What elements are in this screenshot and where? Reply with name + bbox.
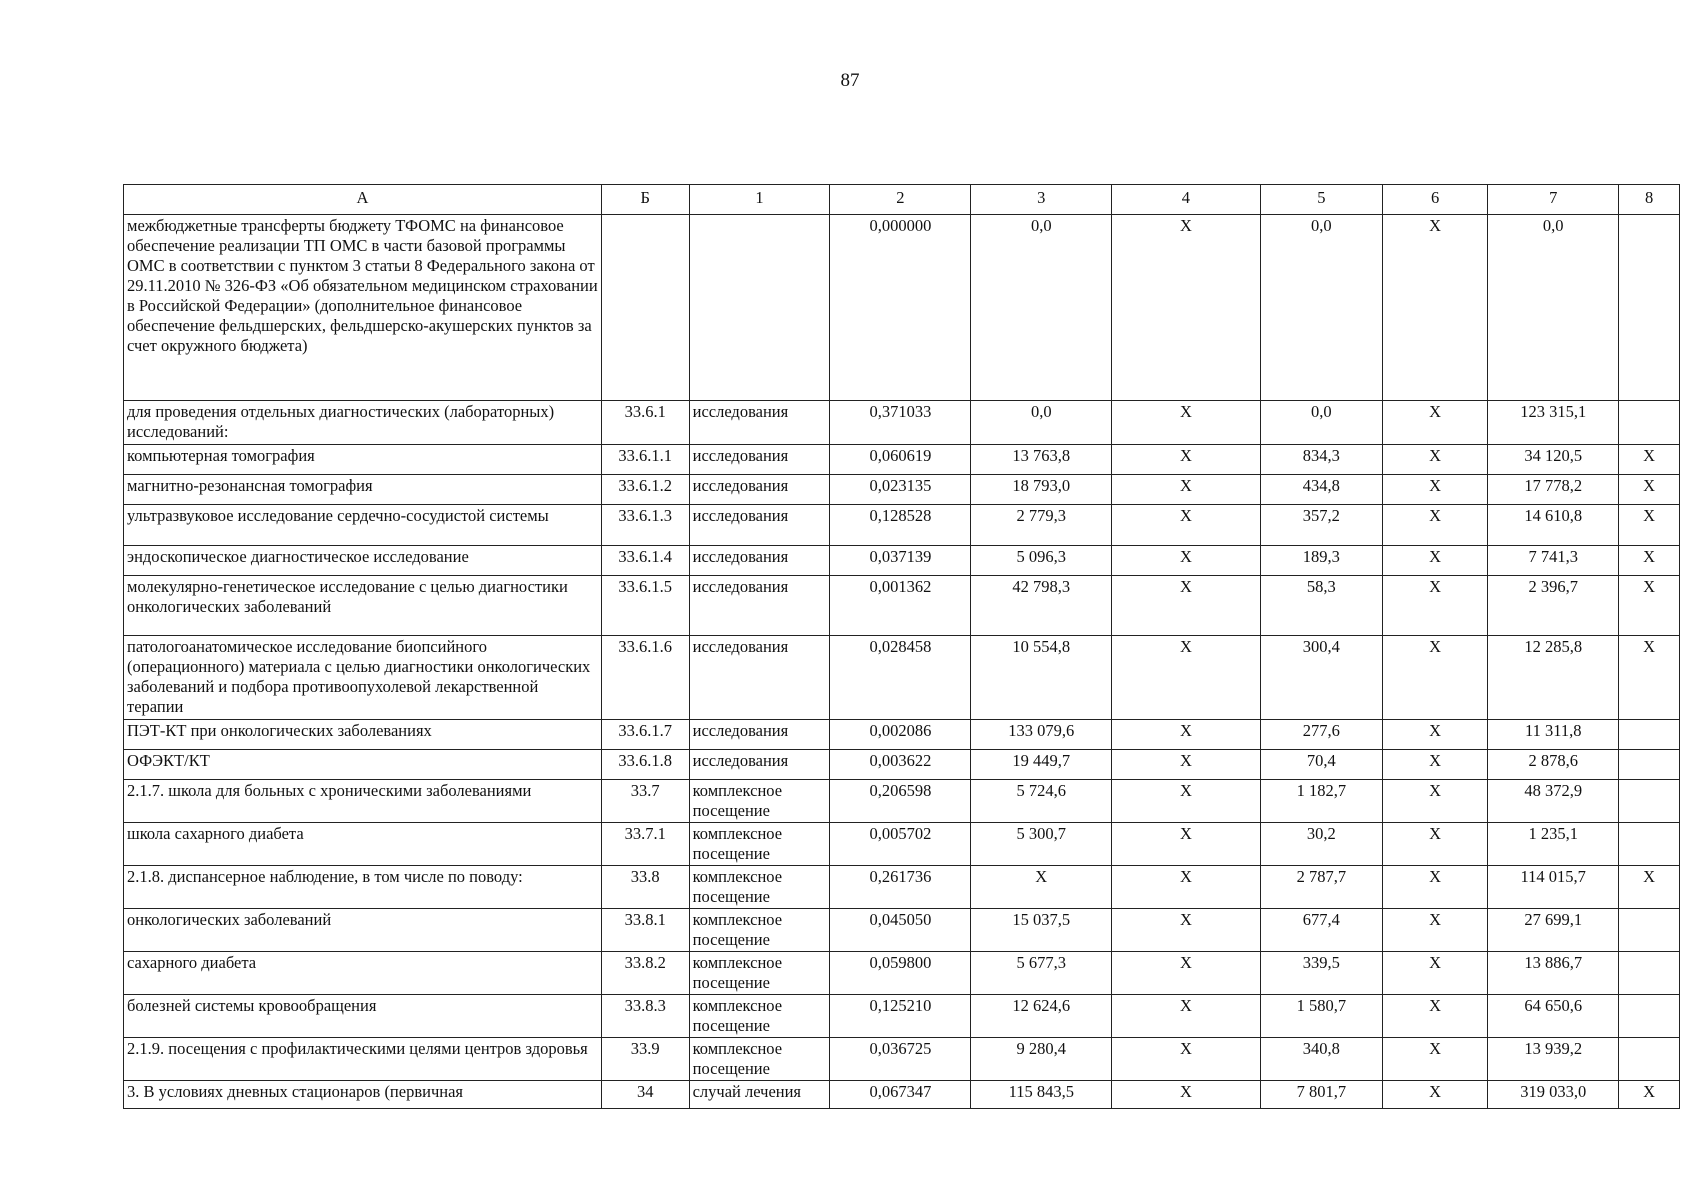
col-2-value: 0,125210 xyxy=(830,995,971,1038)
row-unit: комплексное посещение xyxy=(689,1038,830,1081)
col-2-value: 0,067347 xyxy=(830,1081,971,1109)
col-7-value: 2 396,7 xyxy=(1488,576,1619,636)
row-name: эндоскопическое диагностическое исследование xyxy=(124,546,602,576)
table-row xyxy=(124,823,1680,866)
col-4-value: X xyxy=(1112,909,1260,952)
col-4-value: X xyxy=(1112,780,1260,823)
col-5-value: 0,0 xyxy=(1260,401,1382,445)
row-name: компьютерная томография xyxy=(124,445,602,475)
col-8-value xyxy=(1619,909,1680,952)
col-2-value: 0,005702 xyxy=(830,823,971,866)
table-row xyxy=(124,1081,1680,1109)
page-number: 87 xyxy=(840,70,860,91)
row-name: молекулярно-генетическое исследование с целью диагностики онкологических заболеваний xyxy=(124,576,602,636)
col-5-value: 1 580,7 xyxy=(1260,995,1382,1038)
col-2-value: 0,001362 xyxy=(830,576,971,636)
table-row xyxy=(124,780,1680,823)
table-row xyxy=(124,1038,1680,1081)
col-3-value: X xyxy=(971,866,1112,909)
row-name: болезней системы кровообращения xyxy=(124,995,602,1038)
row-name: 2.1.8. диспансерное наблюдение, в том числе по поводу: xyxy=(124,866,602,909)
table-header xyxy=(124,185,1680,215)
col-5-value: 357,2 xyxy=(1260,505,1382,546)
col-5-value: 189,3 xyxy=(1260,546,1382,576)
col-8-value: X xyxy=(1619,636,1680,720)
col-4-value: X xyxy=(1112,750,1260,780)
row-name: школа сахарного диабета xyxy=(124,823,602,866)
table-row xyxy=(124,215,1680,401)
col-4-value: X xyxy=(1112,215,1260,401)
row-unit: комплексное посещение xyxy=(689,995,830,1038)
col-2-value: 0,371033 xyxy=(830,401,971,445)
row-name: 3. В условиях дневных стационаров (первичная xyxy=(124,1081,602,1109)
row-code: 33.6.1.2 xyxy=(601,475,689,505)
col-4-value: X xyxy=(1112,995,1260,1038)
col-3-value: 18 793,0 xyxy=(971,475,1112,505)
row-name: межбюджетные трансферты бюджету ТФОМС на финансовое обеспечение реализации ТП ОМС в части базовой программы ОМС в соответствии с пунктом 3 статьи 8 Федерального закона от 29.11.2010 № 326-ФЗ «Об обязательном медицинском страховании в Российской Федерации» (дополнительное финансовое обеспечение фельдшерских, фельдшерско-акушерских пунктов за счет окружного бюджета) xyxy=(124,215,602,401)
col-3-value: 42 798,3 xyxy=(971,576,1112,636)
col-5-value: 277,6 xyxy=(1260,720,1382,750)
column-header-a: А xyxy=(124,185,602,215)
col-8-value xyxy=(1619,823,1680,866)
col-3-value: 115 843,5 xyxy=(971,1081,1112,1109)
col-6-value: X xyxy=(1383,823,1488,866)
table-row xyxy=(124,401,1680,445)
col-2-value: 0,059800 xyxy=(830,952,971,995)
col-2-value: 0,261736 xyxy=(830,866,971,909)
col-8-value: X xyxy=(1619,505,1680,546)
col-5-value: 58,3 xyxy=(1260,576,1382,636)
row-code: 34 xyxy=(601,1081,689,1109)
row-unit: исследования xyxy=(689,576,830,636)
row-code: 33.6.1.3 xyxy=(601,505,689,546)
table-row xyxy=(124,505,1680,546)
col-4-value: X xyxy=(1112,445,1260,475)
col-3-value: 5 300,7 xyxy=(971,823,1112,866)
col-5-value: 434,8 xyxy=(1260,475,1382,505)
row-name: онкологических заболеваний xyxy=(124,909,602,952)
col-2-value: 0,023135 xyxy=(830,475,971,505)
col-2-value: 0,028458 xyxy=(830,636,971,720)
col-6-value: X xyxy=(1383,995,1488,1038)
col-6-value: X xyxy=(1383,952,1488,995)
col-7-value: 13 886,7 xyxy=(1488,952,1619,995)
row-name: магнитно-резонансная томография xyxy=(124,475,602,505)
col-7-value: 12 285,8 xyxy=(1488,636,1619,720)
col-8-value: X xyxy=(1619,576,1680,636)
col-6-value: X xyxy=(1383,1038,1488,1081)
col-7-value: 64 650,6 xyxy=(1488,995,1619,1038)
row-name: ОФЭКТ/КТ xyxy=(124,750,602,780)
col-2-value: 0,206598 xyxy=(830,780,971,823)
row-code: 33.9 xyxy=(601,1038,689,1081)
col-5-value: 1 182,7 xyxy=(1260,780,1382,823)
col-3-value: 2 779,3 xyxy=(971,505,1112,546)
col-4-value: X xyxy=(1112,1038,1260,1081)
col-6-value: X xyxy=(1383,750,1488,780)
row-code: 33.7 xyxy=(601,780,689,823)
row-code: 33.8.3 xyxy=(601,995,689,1038)
col-5-value: 7 801,7 xyxy=(1260,1081,1382,1109)
table-row xyxy=(124,720,1680,750)
col-7-value: 1 235,1 xyxy=(1488,823,1619,866)
col-8-value xyxy=(1619,952,1680,995)
col-4-value: X xyxy=(1112,952,1260,995)
row-unit: комплексное посещение xyxy=(689,952,830,995)
row-unit: комплексное посещение xyxy=(689,823,830,866)
row-code xyxy=(601,215,689,401)
col-3-value: 0,0 xyxy=(971,215,1112,401)
col-6-value: X xyxy=(1383,720,1488,750)
col-7-value: 123 315,1 xyxy=(1488,401,1619,445)
col-6-value: X xyxy=(1383,1081,1488,1109)
column-header-8: 8 xyxy=(1619,185,1680,215)
table-row xyxy=(124,952,1680,995)
col-5-value: 677,4 xyxy=(1260,909,1382,952)
col-8-value xyxy=(1619,1038,1680,1081)
row-unit: исследования xyxy=(689,636,830,720)
col-3-value: 133 079,6 xyxy=(971,720,1112,750)
row-name: 2.1.7. школа для больных с хроническими заболеваниями xyxy=(124,780,602,823)
col-8-value: X xyxy=(1619,475,1680,505)
col-3-value: 9 280,4 xyxy=(971,1038,1112,1081)
col-3-value: 5 724,6 xyxy=(971,780,1112,823)
row-name: ПЭТ-КТ при онкологических заболеваниях xyxy=(124,720,602,750)
col-7-value: 2 878,6 xyxy=(1488,750,1619,780)
column-header-2: 2 xyxy=(830,185,971,215)
col-7-value: 7 741,3 xyxy=(1488,546,1619,576)
column-header-7: 7 xyxy=(1488,185,1619,215)
table-row xyxy=(124,909,1680,952)
col-3-value: 13 763,8 xyxy=(971,445,1112,475)
col-2-value: 0,000000 xyxy=(830,215,971,401)
col-4-value: X xyxy=(1112,823,1260,866)
col-5-value: 30,2 xyxy=(1260,823,1382,866)
row-code: 33.6.1.4 xyxy=(601,546,689,576)
col-2-value: 0,036725 xyxy=(830,1038,971,1081)
col-3-value: 0,0 xyxy=(971,401,1112,445)
col-6-value: X xyxy=(1383,505,1488,546)
col-6-value: X xyxy=(1383,475,1488,505)
row-name: ультразвуковое исследование сердечно-сосудистой системы xyxy=(124,505,602,546)
col-5-value: 339,5 xyxy=(1260,952,1382,995)
col-8-value xyxy=(1619,780,1680,823)
col-3-value: 10 554,8 xyxy=(971,636,1112,720)
col-8-value xyxy=(1619,401,1680,445)
col-5-value: 0,0 xyxy=(1260,215,1382,401)
col-3-value: 5 677,3 xyxy=(971,952,1112,995)
col-4-value: X xyxy=(1112,475,1260,505)
col-4-value: X xyxy=(1112,505,1260,546)
table-row xyxy=(124,750,1680,780)
col-8-value: X xyxy=(1619,546,1680,576)
table-row xyxy=(124,636,1680,720)
column-header-3: 3 xyxy=(971,185,1112,215)
row-name: патологоанатомическое исследование биопсийного (операционного) материала с целью диагностики онкологических заболеваний и подбора противоопухолевой лекарственной терапии xyxy=(124,636,602,720)
col-4-value: X xyxy=(1112,546,1260,576)
row-code: 33.8.1 xyxy=(601,909,689,952)
header-row xyxy=(124,185,1680,215)
col-6-value: X xyxy=(1383,866,1488,909)
column-header-5: 5 xyxy=(1260,185,1382,215)
row-name: сахарного диабета xyxy=(124,952,602,995)
col-6-value: X xyxy=(1383,215,1488,401)
table-row xyxy=(124,576,1680,636)
row-unit: комплексное посещение xyxy=(689,780,830,823)
col-7-value: 11 311,8 xyxy=(1488,720,1619,750)
col-7-value: 114 015,7 xyxy=(1488,866,1619,909)
row-unit: комплексное посещение xyxy=(689,909,830,952)
row-code: 33.6.1.5 xyxy=(601,576,689,636)
row-unit: исследования xyxy=(689,401,830,445)
table-row xyxy=(124,546,1680,576)
col-5-value: 834,3 xyxy=(1260,445,1382,475)
row-unit: исследования xyxy=(689,445,830,475)
col-6-value: X xyxy=(1383,636,1488,720)
row-code: 33.7.1 xyxy=(601,823,689,866)
row-unit: исследования xyxy=(689,720,830,750)
col-3-value: 19 449,7 xyxy=(971,750,1112,780)
row-code: 33.6.1.1 xyxy=(601,445,689,475)
col-2-value: 0,045050 xyxy=(830,909,971,952)
col-5-value: 300,4 xyxy=(1260,636,1382,720)
col-8-value: X xyxy=(1619,866,1680,909)
col-7-value: 17 778,2 xyxy=(1488,475,1619,505)
col-2-value: 0,060619 xyxy=(830,445,971,475)
row-unit: комплексное посещение xyxy=(689,866,830,909)
col-8-value: X xyxy=(1619,1081,1680,1109)
row-unit: исследования xyxy=(689,546,830,576)
table-row xyxy=(124,475,1680,505)
col-3-value: 15 037,5 xyxy=(971,909,1112,952)
column-header-b: Б xyxy=(601,185,689,215)
col-8-value xyxy=(1619,215,1680,401)
col-7-value: 48 372,9 xyxy=(1488,780,1619,823)
row-name: для проведения отдельных диагностических (лабораторных) исследований: xyxy=(124,401,602,445)
row-unit: исследования xyxy=(689,505,830,546)
col-7-value: 14 610,8 xyxy=(1488,505,1619,546)
row-code: 33.6.1.8 xyxy=(601,750,689,780)
table-body xyxy=(124,215,1680,1109)
col-7-value: 0,0 xyxy=(1488,215,1619,401)
row-unit: случай лечения xyxy=(689,1081,830,1109)
column-header-4: 4 xyxy=(1112,185,1260,215)
col-7-value: 34 120,5 xyxy=(1488,445,1619,475)
col-6-value: X xyxy=(1383,546,1488,576)
col-2-value: 0,002086 xyxy=(830,720,971,750)
col-5-value: 70,4 xyxy=(1260,750,1382,780)
row-unit xyxy=(689,215,830,401)
column-header-6: 6 xyxy=(1383,185,1488,215)
col-3-value: 5 096,3 xyxy=(971,546,1112,576)
col-3-value: 12 624,6 xyxy=(971,995,1112,1038)
col-7-value: 319 033,0 xyxy=(1488,1081,1619,1109)
table-row xyxy=(124,445,1680,475)
col-7-value: 27 699,1 xyxy=(1488,909,1619,952)
col-4-value: X xyxy=(1112,1081,1260,1109)
col-8-value xyxy=(1619,750,1680,780)
col-6-value: X xyxy=(1383,780,1488,823)
col-2-value: 0,128528 xyxy=(830,505,971,546)
table-row xyxy=(124,995,1680,1038)
row-name: 2.1.9. посещения с профилактическими целями центров здоровья xyxy=(124,1038,602,1081)
col-5-value: 2 787,7 xyxy=(1260,866,1382,909)
row-code: 33.6.1.7 xyxy=(601,720,689,750)
col-7-value: 13 939,2 xyxy=(1488,1038,1619,1081)
table-row xyxy=(124,866,1680,909)
row-unit: исследования xyxy=(689,750,830,780)
col-4-value: X xyxy=(1112,401,1260,445)
row-code: 33.6.1.6 xyxy=(601,636,689,720)
col-6-value: X xyxy=(1383,909,1488,952)
col-6-value: X xyxy=(1383,445,1488,475)
col-8-value xyxy=(1619,995,1680,1038)
col-5-value: 340,8 xyxy=(1260,1038,1382,1081)
col-4-value: X xyxy=(1112,576,1260,636)
row-unit: исследования xyxy=(689,475,830,505)
col-8-value: X xyxy=(1619,445,1680,475)
col-2-value: 0,037139 xyxy=(830,546,971,576)
column-header-1: 1 xyxy=(689,185,830,215)
col-4-value: X xyxy=(1112,866,1260,909)
col-2-value: 0,003622 xyxy=(830,750,971,780)
col-6-value: X xyxy=(1383,576,1488,636)
row-code: 33.8.2 xyxy=(601,952,689,995)
data-table xyxy=(123,184,1680,1109)
col-6-value: X xyxy=(1383,401,1488,445)
row-code: 33.8 xyxy=(601,866,689,909)
col-8-value xyxy=(1619,720,1680,750)
row-code: 33.6.1 xyxy=(601,401,689,445)
col-4-value: X xyxy=(1112,720,1260,750)
col-4-value: X xyxy=(1112,636,1260,720)
